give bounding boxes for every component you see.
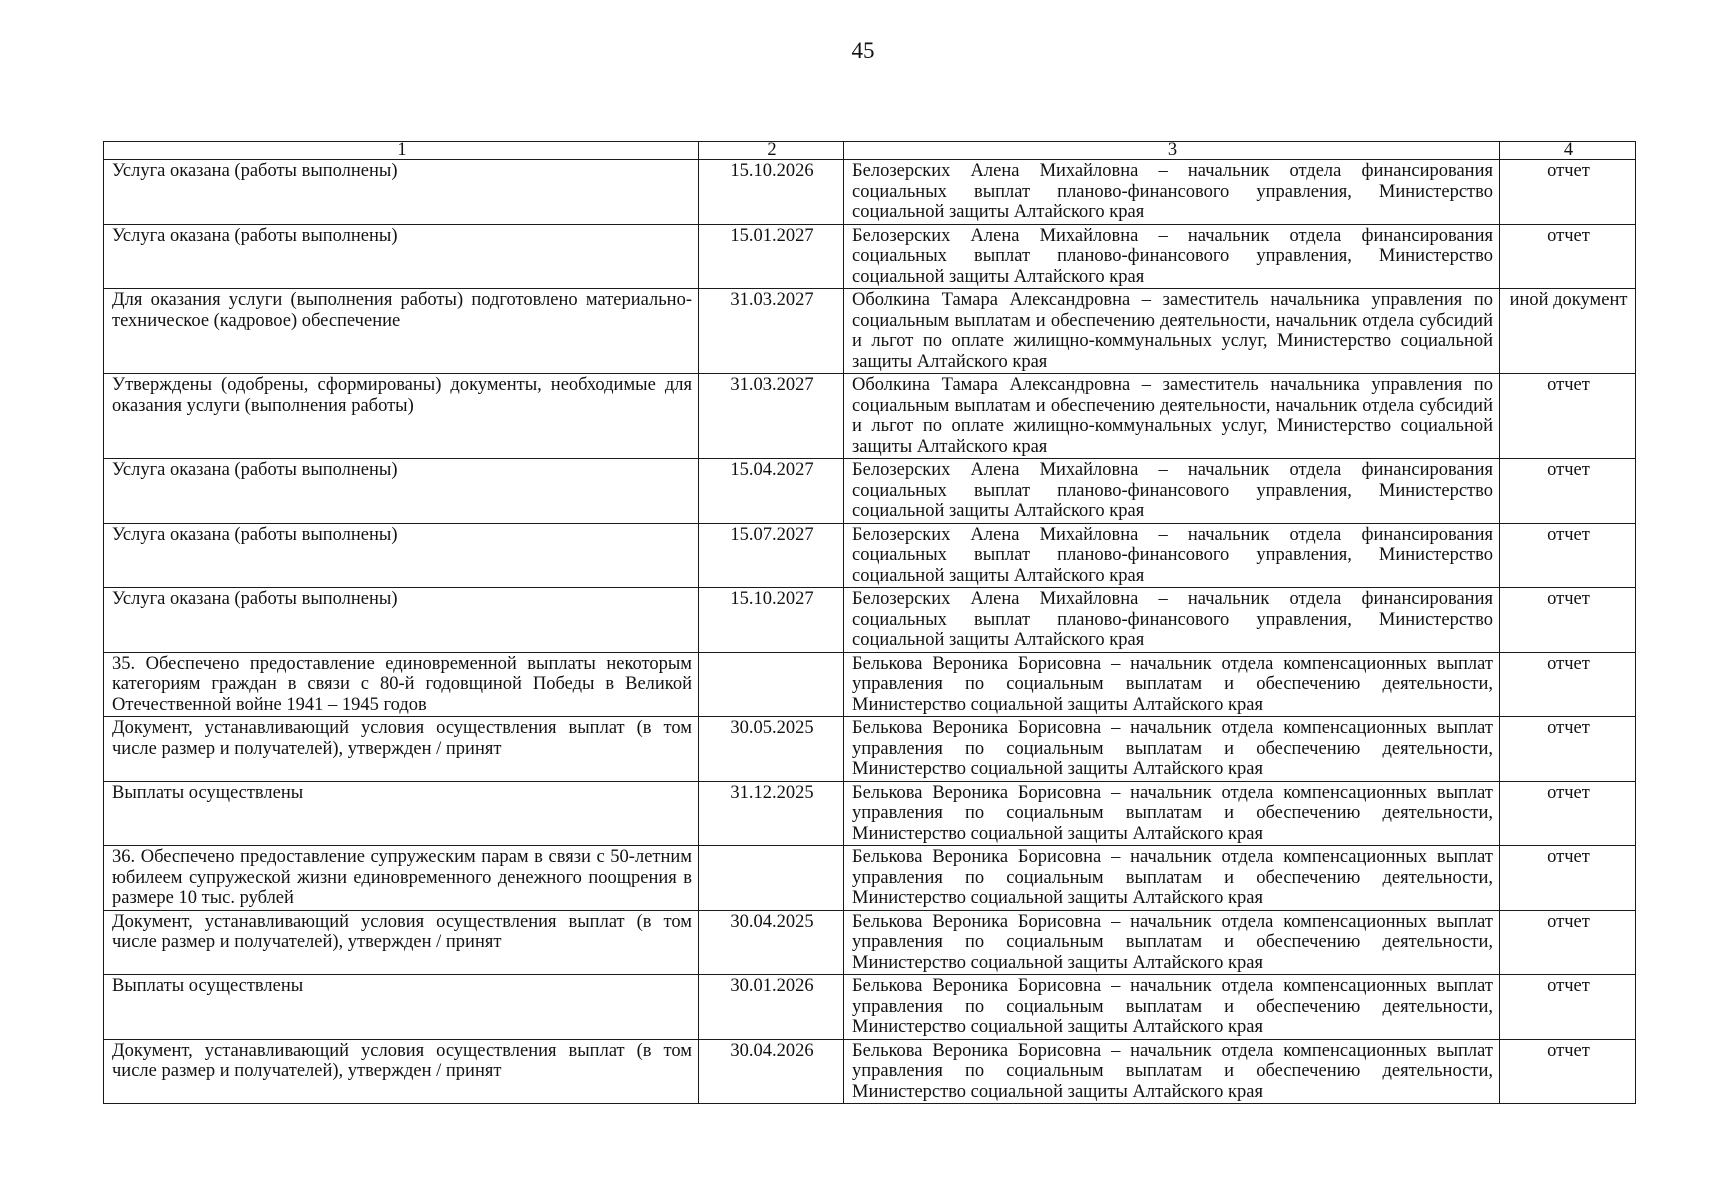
date-cell: 30.01.2026 <box>699 975 844 1040</box>
event-cell: Услуга оказана (работы выполнены) <box>104 588 699 653</box>
document-type-cell: отчет <box>1500 652 1636 717</box>
responsible-cell: Белозерских Алена Михайловна – начальник отдела финансирования социальных выплат планово-финансового управления, Министерство социальной защиты Алтайского края <box>844 160 1500 225</box>
responsible-cell: Белькова Вероника Борисовна – начальник отдела компенсационных выплат управления по социальным выплатам и обеспечению деятельности, Министерство социальной защиты Алтайского края <box>844 652 1500 717</box>
date-cell: 30.04.2026 <box>699 1039 844 1104</box>
header-cell-1: 1 <box>104 142 699 160</box>
document-type-cell: отчет <box>1500 781 1636 846</box>
document-type-cell: отчет <box>1500 846 1636 911</box>
responsible-cell: Оболкина Тамара Александровна – заместитель начальника управления по социальным выплатам и обеспечению деятельности, начальник отдела субсидий и льгот по оплате жилищно-коммунальных услуг, Министерство социальной защиты Алтайского края <box>844 374 1500 459</box>
table-row <box>104 910 1636 975</box>
table-row <box>104 459 1636 524</box>
event-cell: Выплаты осуществлены <box>104 975 699 1040</box>
event-cell: Выплаты осуществлены <box>104 781 699 846</box>
date-cell: 31.12.2025 <box>699 781 844 846</box>
table-row <box>104 224 1636 289</box>
event-cell: Документ, устанавливающий условия осуществления выплат (в том числе размер и получателей), утвержден / принят <box>104 1039 699 1104</box>
document-type-cell: отчет <box>1500 910 1636 975</box>
table-row <box>104 1039 1636 1104</box>
date-cell: 30.05.2025 <box>699 717 844 782</box>
document-type-cell: отчет <box>1500 459 1636 524</box>
document-type-cell: отчет <box>1500 588 1636 653</box>
date-cell: 15.10.2026 <box>699 160 844 225</box>
responsible-cell: Белозерских Алена Михайловна – начальник отдела финансирования социальных выплат планово-финансового управления, Министерство социальной защиты Алтайского края <box>844 459 1500 524</box>
event-cell: Для оказания услуги (выполнения работы) подготовлено материально-техническое (кадровое) обеспечение <box>104 289 699 374</box>
event-cell: Документ, устанавливающий условия осуществления выплат (в том числе размер и получателей), утвержден / принят <box>104 910 699 975</box>
page-number: 45 <box>851 38 875 63</box>
responsible-cell: Белозерских Алена Михайловна – начальник отдела финансирования социальных выплат планово-финансового управления, Министерство социальной защиты Алтайского края <box>844 523 1500 588</box>
date-cell <box>699 652 844 717</box>
responsible-cell: Оболкина Тамара Александровна – заместитель начальника управления по социальным выплатам и обеспечению деятельности, начальник отдела субсидий и льгот по оплате жилищно-коммунальных услуг, Министерство социальной защиты Алтайского края <box>844 289 1500 374</box>
document-type-cell: отчет <box>1500 1039 1636 1104</box>
event-cell: 35. Обеспечено предоставление единовременной выплаты некоторым категориям граждан в связи с 80-й годовщиной Победы в Великой Отечественной войне 1941 – 1945 годов <box>104 652 699 717</box>
date-cell: 15.10.2027 <box>699 588 844 653</box>
table-row <box>104 781 1636 846</box>
responsible-cell: Белькова Вероника Борисовна – начальник отдела компенсационных выплат управления по социальным выплатам и обеспечению деятельности, Министерство социальной защиты Алтайского края <box>844 717 1500 782</box>
table-row <box>104 588 1636 653</box>
header-cell-4: 4 <box>1500 142 1636 160</box>
table-row <box>104 975 1636 1040</box>
responsible-cell: Белозерских Алена Михайловна – начальник отдела финансирования социальных выплат планово-финансового управления, Министерство социальной защиты Алтайского края <box>844 224 1500 289</box>
document-type-cell: отчет <box>1500 717 1636 782</box>
table-row <box>104 289 1636 374</box>
document-type-cell: отчет <box>1500 975 1636 1040</box>
date-cell: 15.01.2027 <box>699 224 844 289</box>
document-type-cell: отчет <box>1500 523 1636 588</box>
responsible-cell: Белькова Вероника Борисовна – начальник отдела компенсационных выплат управления по социальным выплатам и обеспечению деятельности, Министерство социальной защиты Алтайского края <box>844 975 1500 1040</box>
event-cell: 36. Обеспечено предоставление супружеским парам в связи с 50-летним юбилеем супружеской жизни единовременного денежного поощрения в размере 10 тыс. рублей <box>104 846 699 911</box>
event-cell: Утверждены (одобрены, сформированы) документы, необходимые для оказания услуги (выполнения работы) <box>104 374 699 459</box>
document-type-cell: отчет <box>1500 374 1636 459</box>
responsible-cell: Белькова Вероника Борисовна – начальник отдела компенсационных выплат управления по социальным выплатам и обеспечению деятельности, Министерство социальной защиты Алтайского края <box>844 846 1500 911</box>
table-row <box>104 374 1636 459</box>
date-cell: 30.04.2025 <box>699 910 844 975</box>
document-type-cell: отчет <box>1500 224 1636 289</box>
event-cell: Услуга оказана (работы выполнены) <box>104 523 699 588</box>
table-row <box>104 160 1636 225</box>
date-cell: 15.04.2027 <box>699 459 844 524</box>
document-type-cell: отчет <box>1500 160 1636 225</box>
responsible-cell: Белькова Вероника Борисовна – начальник отдела компенсационных выплат управления по социальным выплатам и обеспечению деятельности, Министерство социальной защиты Алтайского края <box>844 910 1500 975</box>
event-cell: Услуга оказана (работы выполнены) <box>104 224 699 289</box>
table-row <box>104 652 1636 717</box>
table-row <box>104 846 1636 911</box>
event-cell: Документ, устанавливающий условия осуществления выплат (в том числе размер и получателей), утвержден / принят <box>104 717 699 782</box>
table-row <box>104 717 1636 782</box>
event-cell: Услуга оказана (работы выполнены) <box>104 459 699 524</box>
header-cell-3: 3 <box>844 142 1500 160</box>
date-cell <box>699 846 844 911</box>
table-row <box>104 523 1636 588</box>
date-cell: 31.03.2027 <box>699 289 844 374</box>
header-cell-2: 2 <box>699 142 844 160</box>
responsible-cell: Белькова Вероника Борисовна – начальник отдела компенсационных выплат управления по социальным выплатам и обеспечению деятельности, Министерство социальной защиты Алтайского края <box>844 781 1500 846</box>
document-type-cell: иной документ <box>1500 289 1636 374</box>
table-header-row <box>104 142 1636 160</box>
responsible-cell: Белозерских Алена Михайловна – начальник отдела финансирования социальных выплат планово-финансового управления, Министерство социальной защиты Алтайского края <box>844 588 1500 653</box>
date-cell: 15.07.2027 <box>699 523 844 588</box>
date-cell: 31.03.2027 <box>699 374 844 459</box>
responsible-cell: Белькова Вероника Борисовна – начальник отдела компенсационных выплат управления по социальным выплатам и обеспечению деятельности, Министерство социальной защиты Алтайского края <box>844 1039 1500 1104</box>
event-cell: Услуга оказана (работы выполнены) <box>104 160 699 225</box>
plan-table <box>103 141 1636 1104</box>
